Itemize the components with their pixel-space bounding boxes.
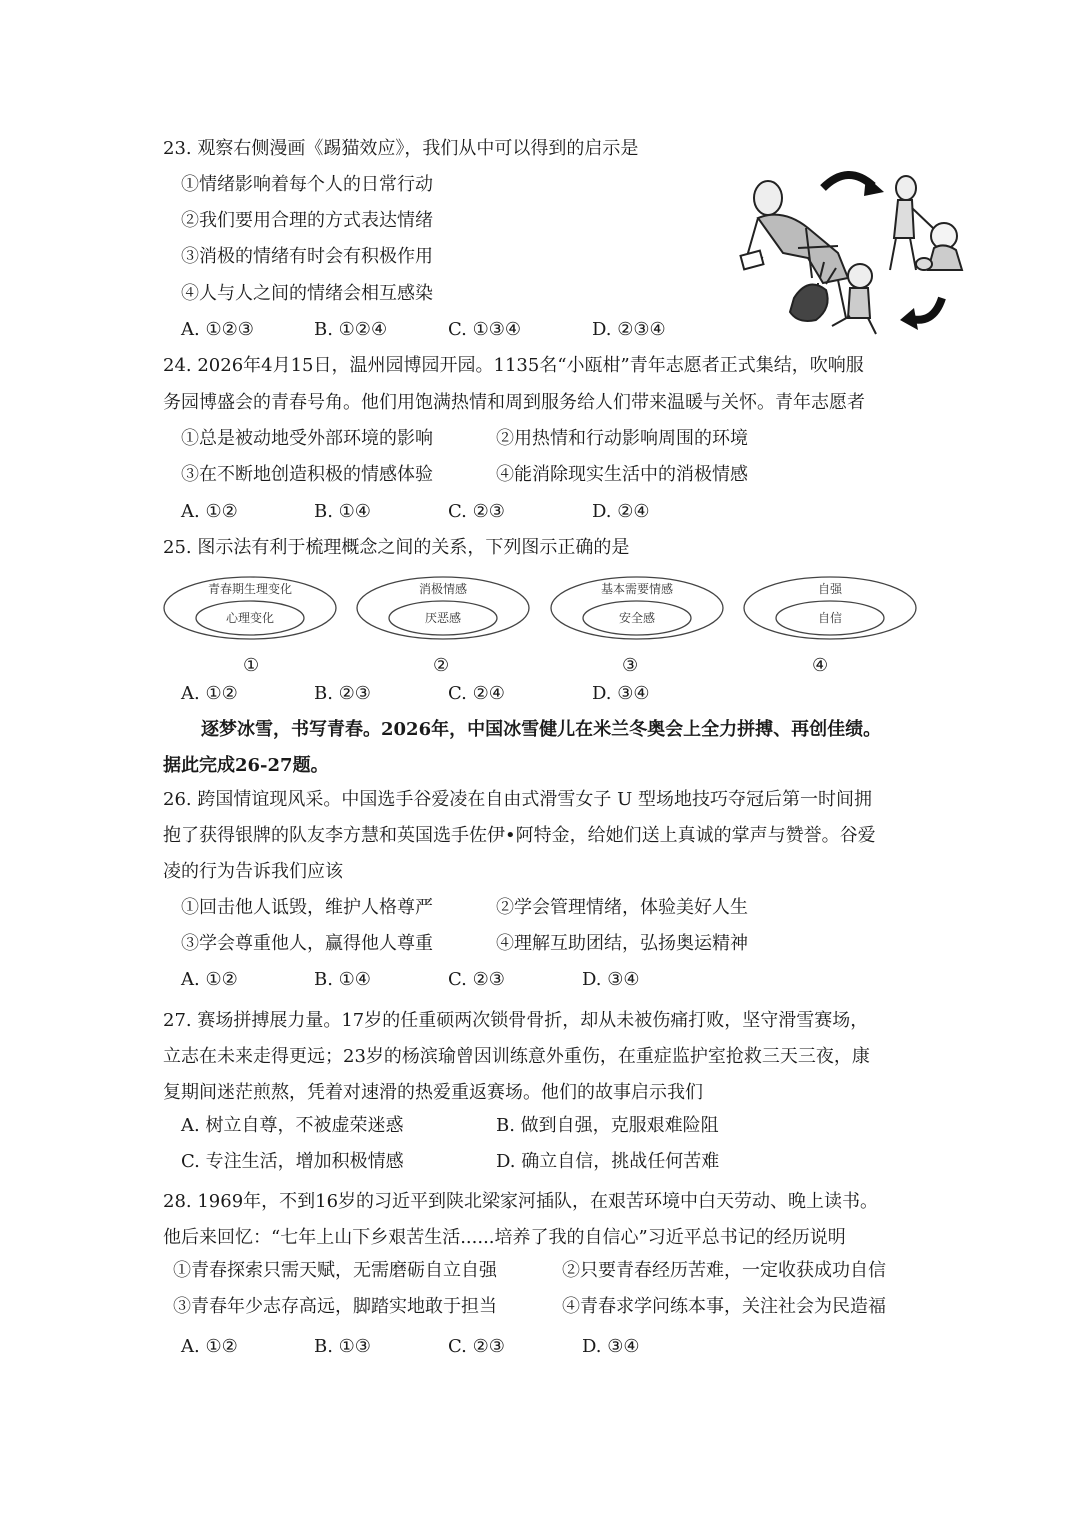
q24-answer-b: B. ①④: [314, 501, 371, 522]
q25-stem: 25. 图示法有利于梳理概念之间的关系，下列图示正确的是: [163, 537, 630, 558]
q28-answer-d: D. ③④: [582, 1336, 640, 1357]
diagram-2-number: ②: [433, 655, 450, 676]
q23-option-4: ④人与人之间的情绪会相互感染: [181, 283, 433, 304]
q27-stem-line-3: 复期间迷茫煎熬，凭着对速滑的热爱重返赛场。他们的故事启示我们: [163, 1082, 703, 1103]
q24-option-3: ③在不断地创造积极的情感体验: [181, 464, 433, 485]
diagram-3-inner-label: 安全感: [618, 611, 656, 625]
q26-option-4: ④理解互助团结，弘扬奥运精神: [496, 933, 748, 954]
q25-answer-d: D. ③④: [592, 683, 650, 704]
q24-option-1: ①总是被动地受外部环境的影响: [181, 428, 433, 449]
q25-answer-b: B. ②③: [314, 683, 371, 704]
q28-answer-c: C. ②③: [448, 1336, 505, 1357]
section-intro-line-1: 逐梦冰雪，书写青春。2026年，中国冰雪健儿在米兰冬奥会上全力拼搏、再创佳绩。: [201, 719, 882, 740]
q24-stem-line-2: 务园博盛会的青春号角。他们用饱满热情和周到服务给人们带来温暖与关怀。青年志愿者: [163, 392, 865, 413]
q23-option-1: ①情绪影响着每个人的日常行动: [181, 174, 433, 195]
diagram-4-number: ④: [812, 655, 829, 676]
q28-option-1: ①青春探索只需天赋，无需磨砺自立自强: [173, 1260, 497, 1281]
q26-option-2: ②学会管理情绪，体验美好人生: [496, 897, 748, 918]
q26-stem-line-1: 26. 跨国情谊现风采。中国选手谷爱凌在自由式滑雪女子 U 型场地技巧夺冠后第一时间拥: [163, 789, 872, 810]
q28-answer-b: B. ①③: [314, 1336, 371, 1357]
diagram-1-inner-label: 心理变化: [225, 611, 275, 625]
q28-option-2: ②只要青春经历苦难，一定收获成功自信: [562, 1260, 886, 1281]
q25-answer-a: A. ①②: [181, 683, 238, 704]
diagram-1-number: ①: [243, 655, 260, 676]
q27-stem-line-2: 立志在未来走得更远；23岁的杨滨瑜曾因训练意外重伤，在重症监护室抢救三天三夜，康: [163, 1046, 870, 1067]
q24-answer-d: D. ②④: [592, 501, 650, 522]
q23-answer-c: C. ①③④: [448, 319, 521, 340]
section-intro-line-2: 据此完成26-27题。: [163, 755, 329, 776]
q24-option-4: ④能消除现实生活中的消极情感: [496, 464, 748, 485]
q26-stem-line-3: 凌的行为告诉我们应该: [163, 861, 343, 882]
venn-diagram-4: [742, 575, 918, 667]
q25-answer-c: C. ②④: [448, 683, 505, 704]
q28-stem-line-1: 28. 1969年，不到16岁的习近平到陕北梁家河插队，在艰苦环境中白天劳动、晚上读书。: [163, 1191, 879, 1212]
q26-answer-d: D. ③④: [582, 969, 640, 990]
q27-answer-b: B. 做到自强，克服艰难险阻: [496, 1115, 719, 1136]
q23-option-2: ②我们要用合理的方式表达情绪: [181, 210, 433, 231]
q26-answer-b: B. ①④: [314, 969, 371, 990]
q24-answer-c: C. ②③: [448, 501, 505, 522]
q28-option-3: ③青春年少志存高远，脚踏实地敢于担当: [173, 1296, 497, 1317]
diagram-2-outer-label: 消极情感: [418, 582, 468, 596]
q23-option-3: ③消极的情绪有时会有积极作用: [181, 246, 433, 267]
diagram-2-inner-label: 厌恶感: [424, 611, 462, 625]
q24-option-2: ②用热情和行动影响周围的环境: [496, 428, 748, 449]
q26-option-3: ③学会尊重他人，赢得他人尊重: [181, 933, 433, 954]
q23-answer-b: B. ①②④: [314, 319, 388, 340]
kick-cat-cartoon: [728, 158, 976, 340]
q24-answer-a: A. ①②: [181, 501, 238, 522]
diagram-4-inner-label: 自信: [817, 611, 843, 625]
q26-option-1: ①回击他人诋毁，维护人格尊严: [181, 897, 433, 918]
q26-answer-a: A. ①②: [181, 969, 238, 990]
q24-stem-line-1: 24. 2026年4月15日，温州园博园开园。1135名“小瓯柑”青年志愿者正式集结，吹响服: [163, 355, 864, 376]
diagram-1-outer-label: 青春期生理变化: [207, 582, 293, 596]
q23-answer-d: D. ②③④: [592, 319, 666, 340]
diagram-4-outer-label: 自强: [817, 582, 843, 596]
q28-stem-line-2: 他后来回忆：“七年上山下乡艰苦生活......培养了我的自信心”习近平总书记的经历说明: [163, 1227, 846, 1248]
q28-answer-a: A. ①②: [181, 1336, 238, 1357]
q26-answer-c: C. ②③: [448, 969, 505, 990]
q28-option-4: ④青春求学问练本事，关注社会为民造福: [562, 1296, 886, 1317]
q27-answer-d: D. 确立自信，挑战任何苦难: [496, 1151, 720, 1172]
q27-answer-c: C. 专注生活，增加积极情感: [181, 1151, 404, 1172]
q27-stem-line-1: 27. 赛场拼搏展力量。17岁的任重硕两次锁骨骨折，却从未被伤痛打败，坚守滑雪赛场，: [163, 1010, 869, 1031]
q26-stem-line-2: 抱了获得银牌的队友李方慧和英国选手佐伊•阿特金，给她们送上真诚的掌声与赞誉。谷爱: [163, 825, 876, 846]
diagram-3-outer-label: 基本需要情感: [600, 582, 674, 596]
q27-answer-a: A. 树立自尊，不被虚荣迷惑: [181, 1115, 404, 1136]
q23-stem: 23. 观察右侧漫画《踢猫效应》，我们从中可以得到的启示是: [163, 138, 639, 159]
q23-answer-a: A. ①②③: [181, 319, 254, 340]
diagram-3-number: ③: [622, 655, 639, 676]
